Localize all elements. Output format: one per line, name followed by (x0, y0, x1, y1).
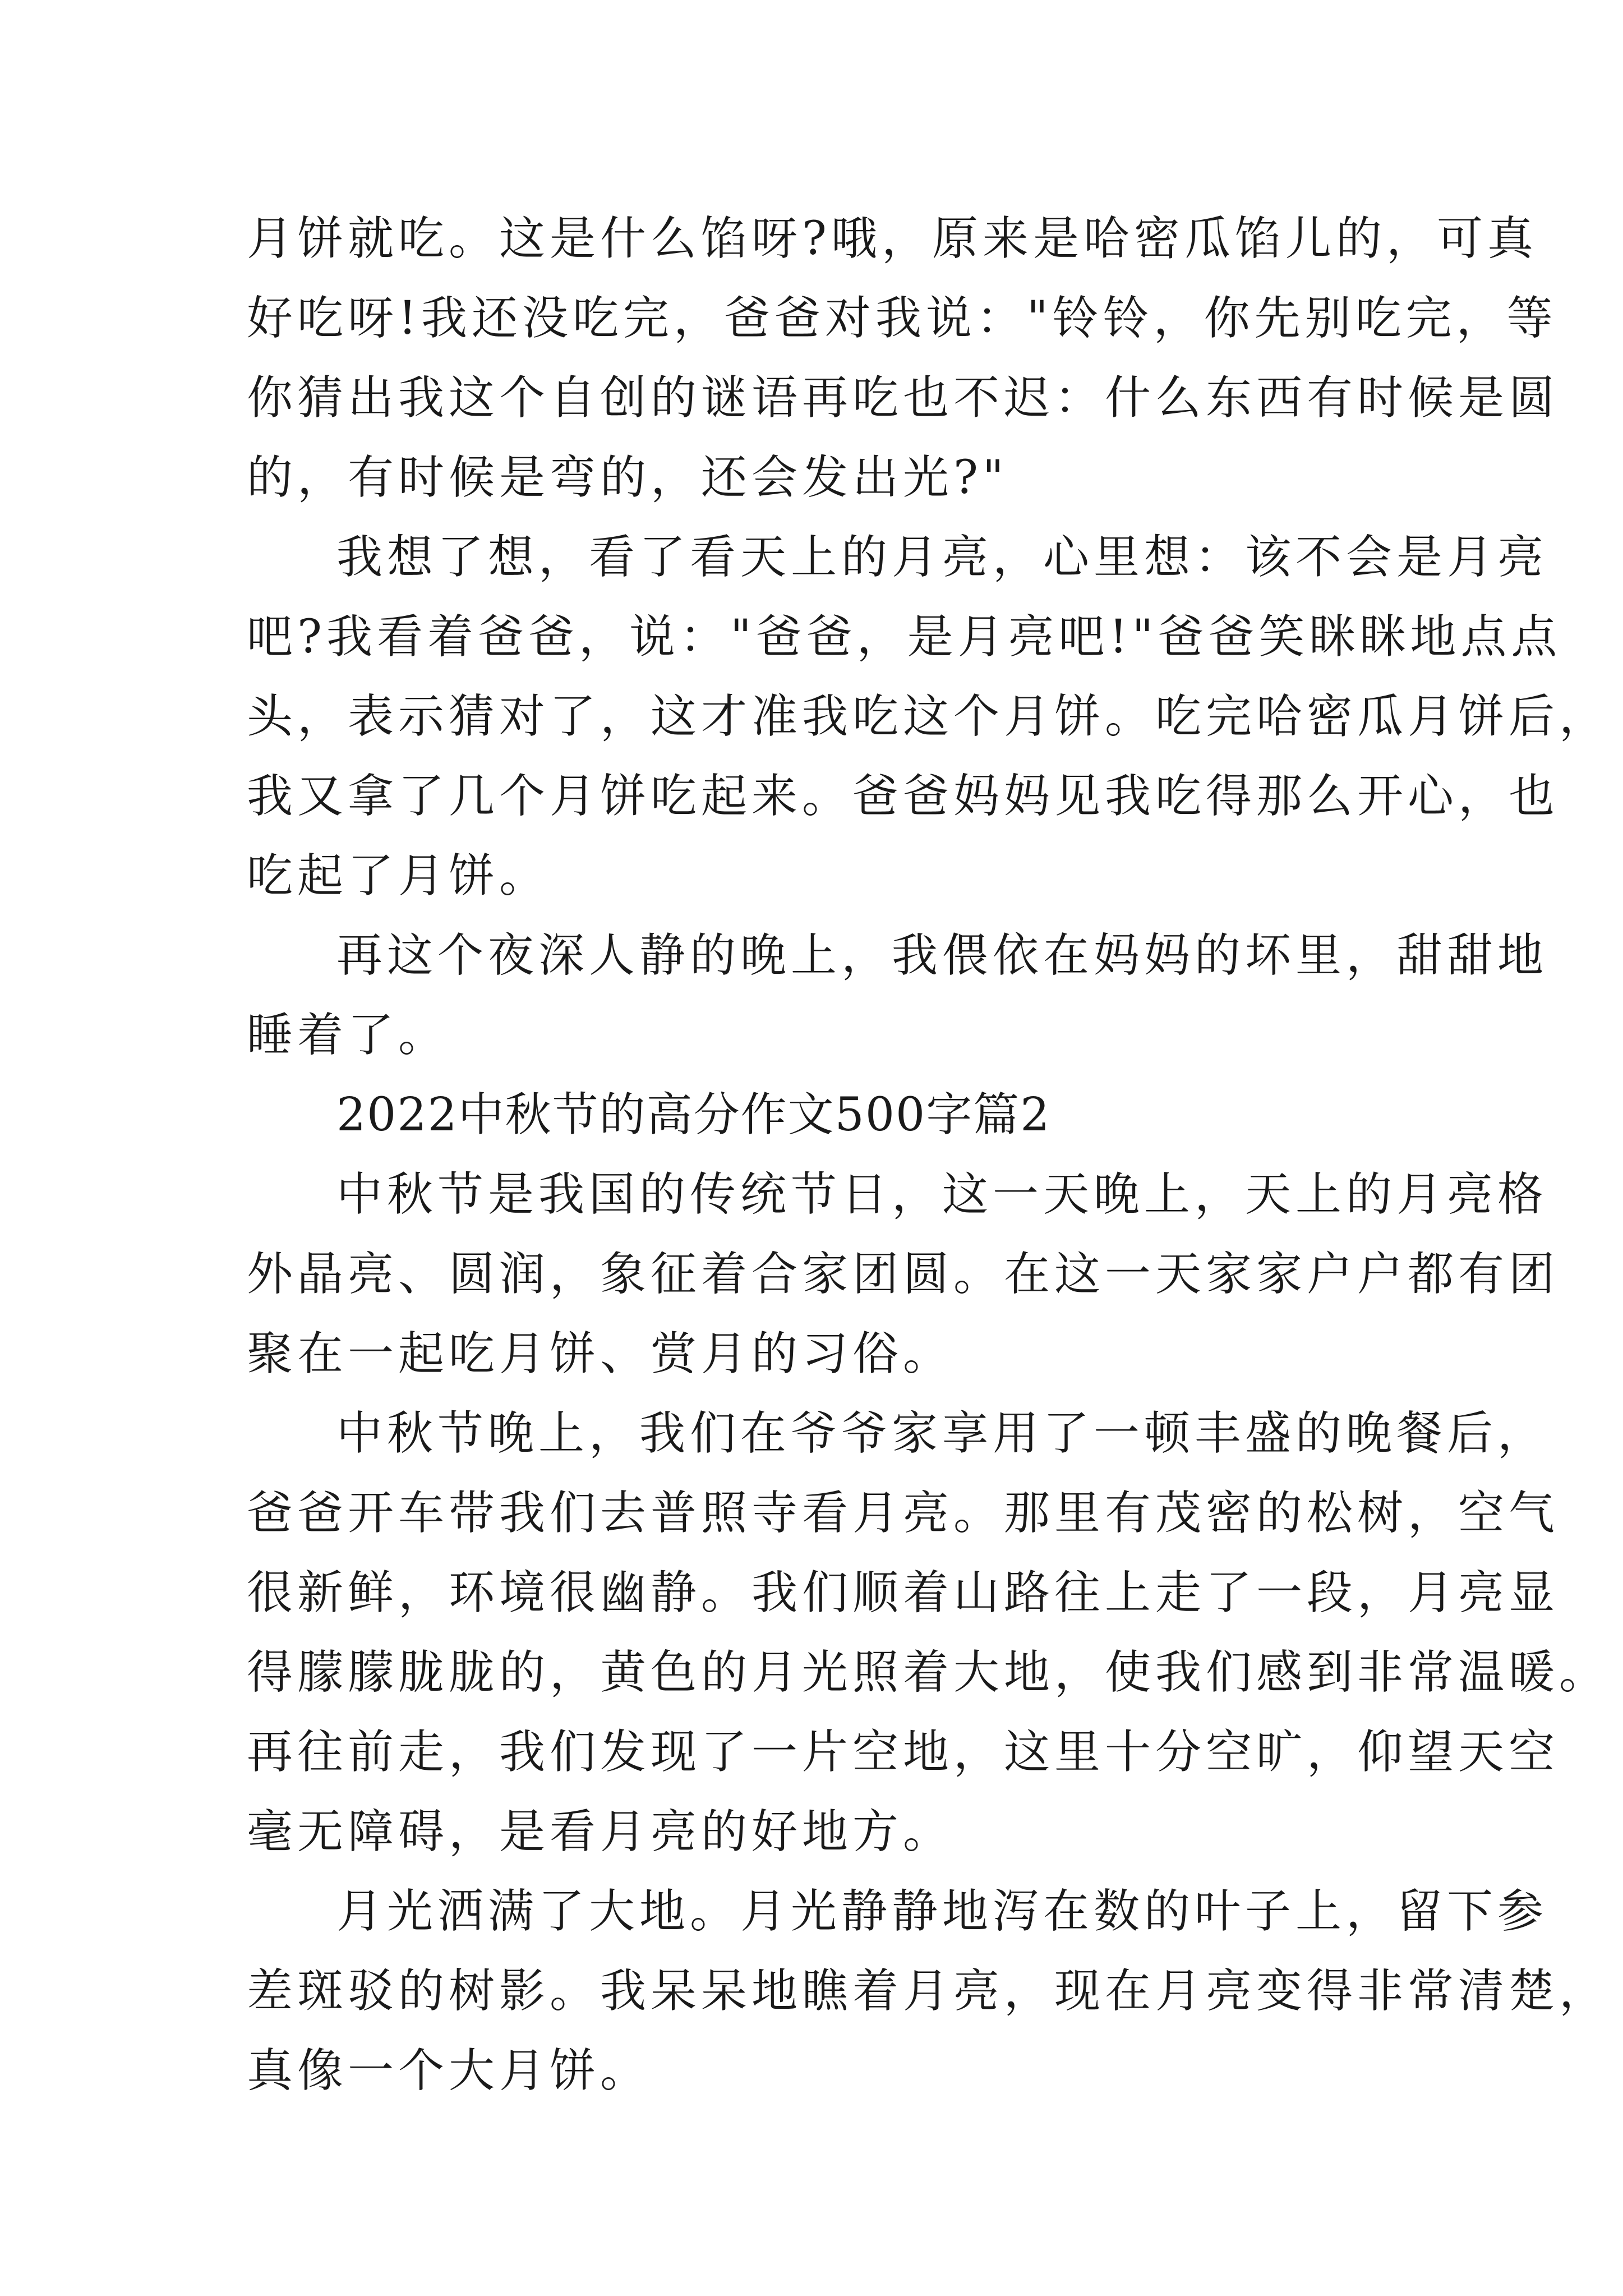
text-line: 头，表示猜对了，这才准我吃这个月饼。吃完哈密瓜月饼后， (247, 690, 1610, 743)
text-line: 爸爸开车带我们去普照寺看月亮。那里有茂密的松树，空气 (247, 1487, 1560, 1540)
text-line: 睡着了。 (247, 1009, 449, 1062)
paragraph-first-line: 再这个夜深人静的晚上，我偎依在妈妈的坏里，甜甜地 (336, 929, 1548, 982)
text-line: 聚在一起吃月饼、赏月的习俗。 (247, 1327, 954, 1381)
text-line: 月饼就吃。这是什么馅呀?哦，原来是哈密瓜馅儿的，可真 (247, 212, 1538, 265)
text-line: 吃起了月饼。 (247, 849, 550, 903)
text-line: 很新鲜，环境很幽静。我们顺着山路往上走了一段，月亮显 (247, 1566, 1560, 1619)
text-line: 的，有时候是弯的，还会发出光?" (247, 451, 1008, 504)
paragraph-first-line: 我想了想，看了看天上的月亮，心里想：该不会是月亮 (336, 531, 1548, 584)
paragraph-first-line: 中秋节是我国的传统节日，这一天晚上，天上的月亮格 (336, 1168, 1548, 1221)
text-line: 差斑驳的树影。我呆呆地瞧着月亮，现在月亮变得非常清楚， (247, 1964, 1610, 2018)
paragraph-first-line: 月光洒满了大地。月光静静地泻在数的叶子上，留下参 (336, 1885, 1548, 1938)
text-line: 真像一个大月饼。 (247, 2044, 651, 2097)
text-line: 好吃呀!我还没吃完，爸爸对我说："铃铃，你先别吃完，等 (247, 292, 1557, 345)
text-line: 再往前走，我们发现了一片空地，这里十分空旷，仰望天空 (247, 1726, 1560, 1779)
section-heading: 2022中秋节的高分作文500字篇2 (336, 1088, 1051, 1142)
text-line: 我又拿了几个月饼吃起来。爸爸妈妈见我吃得那么开心，也 (247, 770, 1560, 823)
text-line: 你猜出我这个自创的谜语再吃也不迟：什么东西有时候是圆 (247, 371, 1560, 425)
paragraph-first-line: 中秋节晚上，我们在爷爷家享用了一顿丰盛的晚餐后， (336, 1407, 1548, 1460)
text-line: 外晶亮、圆润，象征着合家团圆。在这一天家家户户都有团 (247, 1248, 1560, 1301)
text-line: 得朦朦胧胧的，黄色的月光照着大地，使我们感到非常温暖。 (247, 1646, 1610, 1699)
document-body (247, 199, 1610, 2111)
text-line: 毫无障碍，是看月亮的好地方。 (247, 1805, 954, 1858)
text-line: 吧?我看着爸爸，说："爸爸，是月亮吧!"爸爸笑眯眯地点点 (247, 610, 1562, 664)
